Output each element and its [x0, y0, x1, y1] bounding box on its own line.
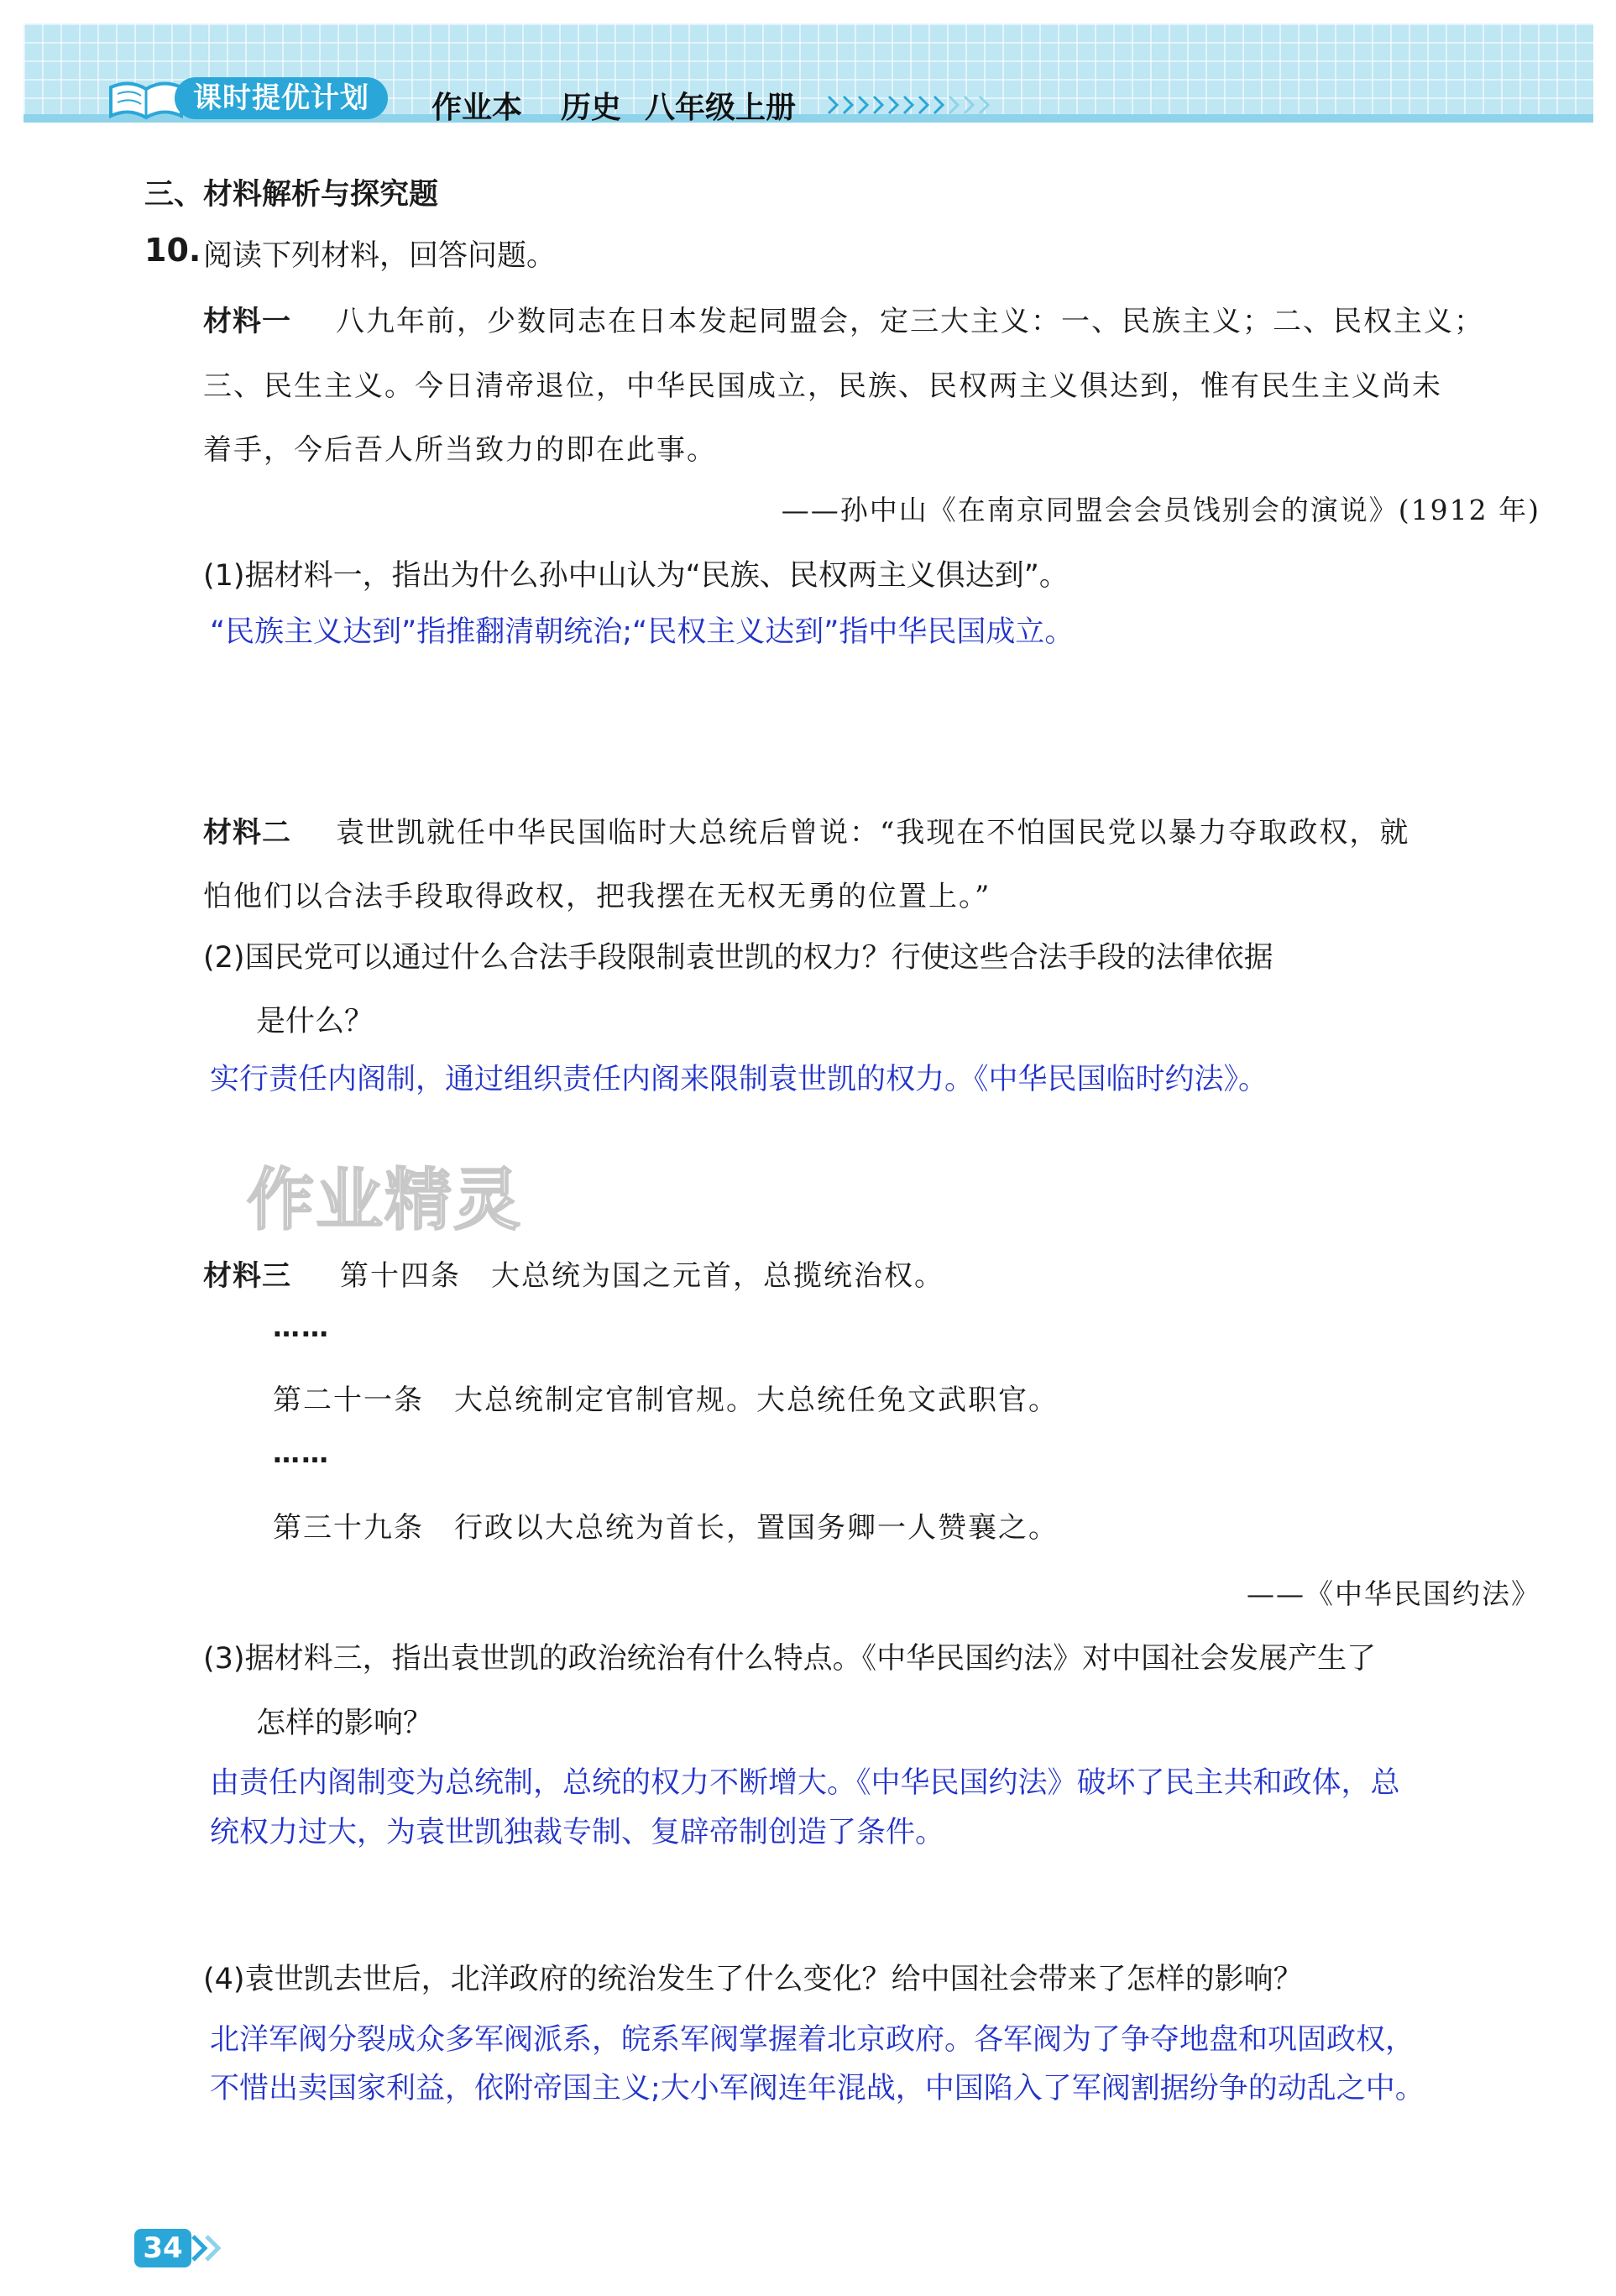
- q2-text: (2)国民党可以通过什么合法手段限制袁世凯的权力？行使这些合法手段的法律依据: [203, 941, 1273, 975]
- book-type: 作业本: [431, 91, 523, 125]
- section-title: 三、材料解析与探究题: [144, 178, 439, 212]
- material2-line: 袁世凯就任中华民国临时大总统后曾说：“我现在不怕国民党以暴力夺取政权，就: [336, 816, 1410, 850]
- q4-answer: 北洋军阀分裂成众多军阀派系，皖系军阀掌握着北京政府。各军阀为了争夺地盘和巩固政权，: [210, 2023, 1415, 2057]
- q3-text-cont: 怎样的影响？: [256, 1707, 433, 1740]
- material1-label: 材料一: [203, 305, 291, 338]
- material1-line: 着手，今后吾人所当致力的即在此事。: [203, 433, 717, 467]
- brand-logo: 课时提优计划: [175, 77, 388, 119]
- q3-answer: 由责任内阁制变为总统制，总统的权力不断增大。《中华民国约法》破坏了民主共和政体，总: [210, 1766, 1400, 1800]
- watermark: 作业精灵: [247, 1161, 522, 1239]
- question-prompt: 阅读下列材料，回答问题。: [203, 239, 557, 273]
- q4-answer-cont: 不惜出卖国家利益，依附帝国主义;大小军阀连年混战，中国陷入了军阀割据纷争的动乱之中。: [210, 2072, 1425, 2105]
- q2-answer: 实行责任内阁制，通过组织责任内阁来限制袁世凯的权力。《中华民国临时约法》。: [210, 1063, 1268, 1096]
- material3-label: 材料三: [203, 1259, 291, 1293]
- material2-line: 怕他们以合法手段取得政权，把我摆在无权无勇的位置上。”: [203, 880, 991, 913]
- material1-source: ——孙中山《在南京同盟会会员饯别会的演说》(1912 年): [781, 494, 1540, 526]
- material3-article: 第三十九条 行政以大总统为首长，置国务卿一人赞襄之。: [273, 1511, 1059, 1545]
- q1-text: (1)据材料一，指出为什么孙中山认为“民族、民权两主义俱达到”。: [203, 559, 1069, 593]
- grade: 八年级上册: [645, 91, 797, 125]
- page-number: 34: [134, 2229, 191, 2267]
- material2-label: 材料二: [203, 816, 291, 850]
- ellipsis: ……: [273, 1437, 330, 1469]
- q1-answer: “民族主义达到”指推翻清朝统治;“民权主义达到”指中华民国成立。: [210, 615, 1075, 649]
- material3-source: ——《中华民国约法》: [1247, 1577, 1540, 1610]
- material3-article: 第二十一条 大总统制定官制官规。大总统任免文武职官。: [273, 1383, 1059, 1417]
- q3-text: (3)据材料三，指出袁世凯的政治统治有什么特点。《中华民国约法》对中国社会发展产生了: [203, 1642, 1377, 1676]
- subject: 历史: [561, 91, 622, 125]
- chevron-right-icon: [190, 2233, 227, 2263]
- material3-article: 第十四条 大总统为国之元首，总揽统治权。: [340, 1259, 944, 1293]
- q2-text-cont: 是什么？: [256, 1005, 374, 1038]
- chevrons-decoration-icon: [827, 94, 1003, 116]
- ellipsis: ……: [273, 1311, 330, 1343]
- material1-line: 八九年前，少数同志在日本发起同盟会，定三大主义：一、民族主义；二、民权主义；: [336, 305, 1484, 338]
- question-number: 10.: [144, 232, 201, 269]
- q4-text: (4)袁世凯去世后，北洋政府的统治发生了什么变化？给中国社会带来了怎样的影响？: [203, 1963, 1303, 1996]
- material1-line: 三、民生主义。今日清帝退位，中华民国成立，民族、民权两主义俱达到，惟有民生主义尚未: [203, 369, 1442, 403]
- q3-answer-cont: 统权力过大，为袁世凯独裁专制、复辟帝制创造了条件。: [210, 1816, 945, 1849]
- open-book-icon: [107, 77, 185, 121]
